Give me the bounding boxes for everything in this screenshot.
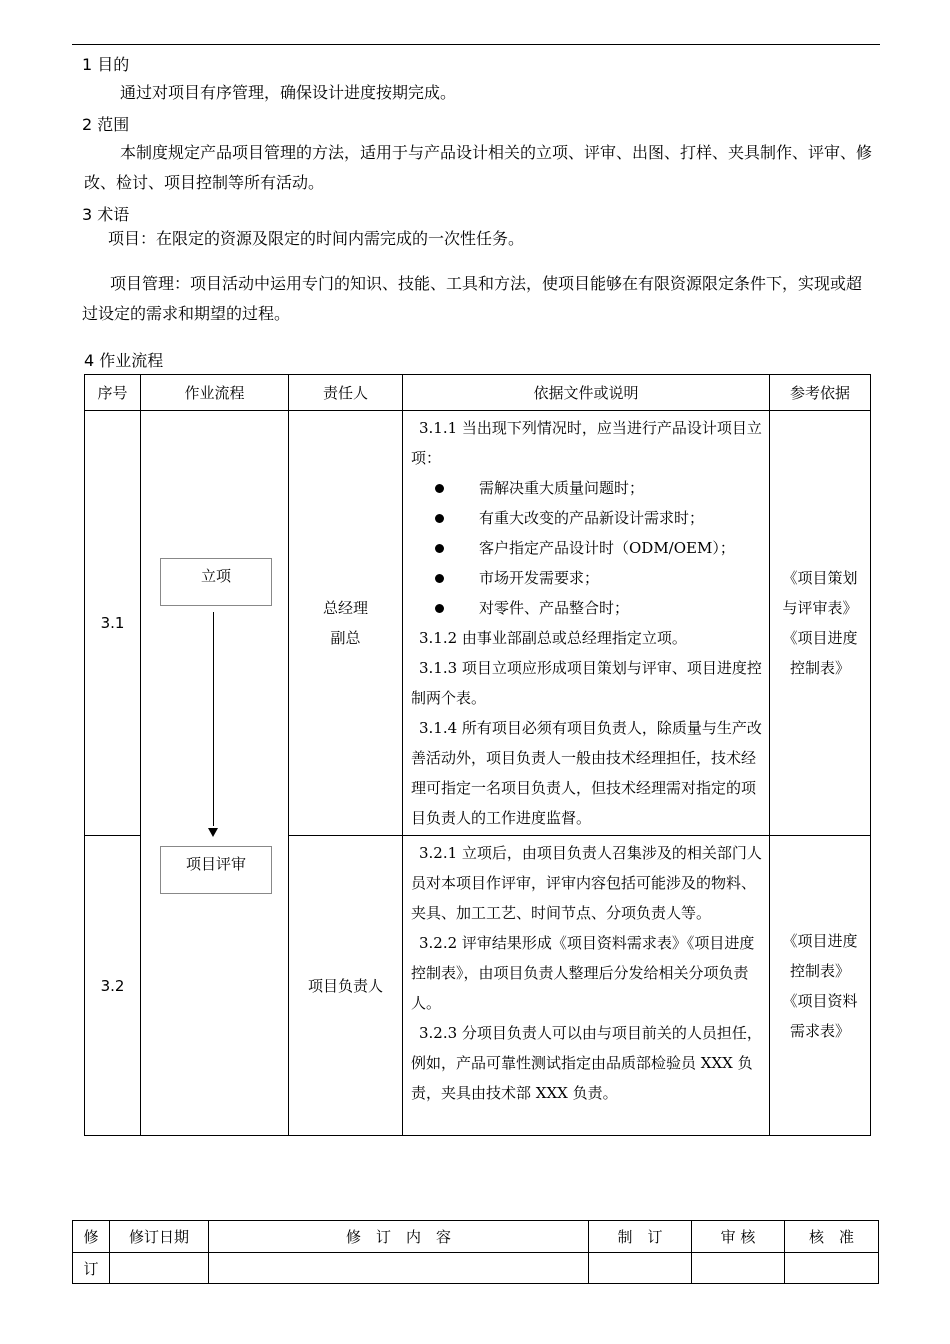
row-number: 3.2 [85,836,141,1136]
description-paragraph: 3.2.3 分项目负责人可以由与项目前关的人员担任，例如，产品可靠性测试指定由品质部检验员 XXX 负责，夹具由技术部 XXX 负责。 [411,1024,762,1102]
reference-line: 控制表》 [789,961,850,980]
revision-review-header: 审 核 [692,1221,785,1253]
arrow-down-icon [208,828,218,837]
revision-content-header: 修 订 内 容 [209,1221,589,1253]
list-item: 需解决重大质量问题时； [411,473,763,503]
revision-label-top: 修 [73,1221,110,1253]
description-paragraph: 3.2.1 立项后，由项目负责人召集涉及的相关部门人员对本项目作评审，评审内容包括可能涉及的物料、夹具、加工工艺、时间节点、分项负责人等。 [411,844,762,922]
description-paragraph: 3.1.3 项目立项应形成项目策划与评审、项目进度控制两个表。 [411,659,762,707]
list-item: 市场开发需要求； [411,563,763,593]
description-paragraph: 3.2.2 评审结果形成《项目资料需求表》《项目进度控制表》，由项目负责人整理后分发给相关分项负责人。 [411,934,755,1012]
revision-content-cell[interactable] [209,1253,589,1284]
header-owner: 责任人 [289,375,403,411]
revision-label-bottom: 订 [73,1253,110,1284]
header-number: 序号 [85,375,141,411]
revision-review-cell[interactable] [692,1253,785,1284]
reference-line: 《项目进度 [782,629,858,647]
header-reference: 参考依据 [770,375,871,411]
revision-approve-header: 核 准 [785,1221,879,1253]
owner-line-1: 总经理 [322,599,368,617]
reference-line: 《项目进度 [782,931,858,950]
section-3-term-project: 项目：在限定的资源及限定的时间内需完成的一次性任务。 [108,229,525,248]
description-cell [403,836,770,1136]
reference-line: 与评审表》 [782,599,858,617]
flow-cell [141,411,289,1136]
revision-date-header: 修订日期 [110,1221,209,1253]
flow-step-review: 项目评审 [160,846,272,894]
description-paragraph: 3.1.2 由事业部副总或总经理指定立项。 [419,629,687,647]
reference-line: 《项目资料 [782,991,858,1010]
list-item: 有重大改变的产品新设计需求时； [411,503,763,533]
reference-line: 控制表》 [789,659,850,677]
reference-cell [770,411,871,836]
workflow-table [84,374,871,1136]
section-1-title: 1 目的 [82,55,130,74]
flow-step-initiation: 立项 [160,558,272,606]
section-2-text: 本制度规定产品项目管理的方法，适用于与产品设计相关的立项、评审、出图、打样、夹具制作、评审、修改、检讨、项目控制等所有活动。 [84,143,873,192]
owner-cell: 项目负责人 [289,836,403,1136]
revision-date-cell[interactable] [110,1253,209,1284]
reference-cell [770,836,871,1136]
table-header-row [85,375,871,411]
section-3-term-management: 项目管理：项目活动中运用专门的知识、技能、工具和方法，使项目能够在有限资源限定条件下，实现或超过设定的需求和期望的过程。 [82,274,863,323]
section-3-title: 3 术语 [82,205,130,224]
flow-connector [213,612,214,826]
section-4-title: 4 作业流程 [84,351,164,370]
section-1-text: 通过对项目有序管理，确保设计进度按期完成。 [120,83,457,102]
revision-made-cell[interactable] [589,1253,692,1284]
revision-made-header: 制 订 [589,1221,692,1253]
list-item: 对零件、产品整合时； [411,593,763,623]
row-number: 3.1 [85,411,141,836]
header-description: 依据文件或说明 [403,375,770,411]
description-intro: 3.1.1 当出现下列情况时，应当进行产品设计项目立项： [411,419,762,467]
reference-line: 需求表》 [789,1021,850,1040]
revision-header-row [73,1221,879,1253]
revision-table [72,1220,879,1284]
description-paragraph: 3.1.4 所有项目必须有项目负责人，除质量与生产改善活动外，项目负责人一般由技术经理担任，技术经理可指定一名项目负责人，但技术经理需对指定的项目负责人的工作进度监督。 [411,719,762,827]
owner-line-2: 副总 [330,629,361,647]
description-cell [403,411,770,836]
table-row [85,411,871,836]
revision-entry-row [73,1253,879,1284]
top-rule [72,44,880,45]
list-item: 客户指定产品设计时（ODM/OEM）； [411,533,763,563]
reference-line: 《项目策划 [782,569,858,587]
owner-cell [289,411,403,836]
header-flow: 作业流程 [141,375,289,411]
revision-approve-cell[interactable] [785,1253,879,1284]
section-2-title: 2 范围 [82,115,130,134]
